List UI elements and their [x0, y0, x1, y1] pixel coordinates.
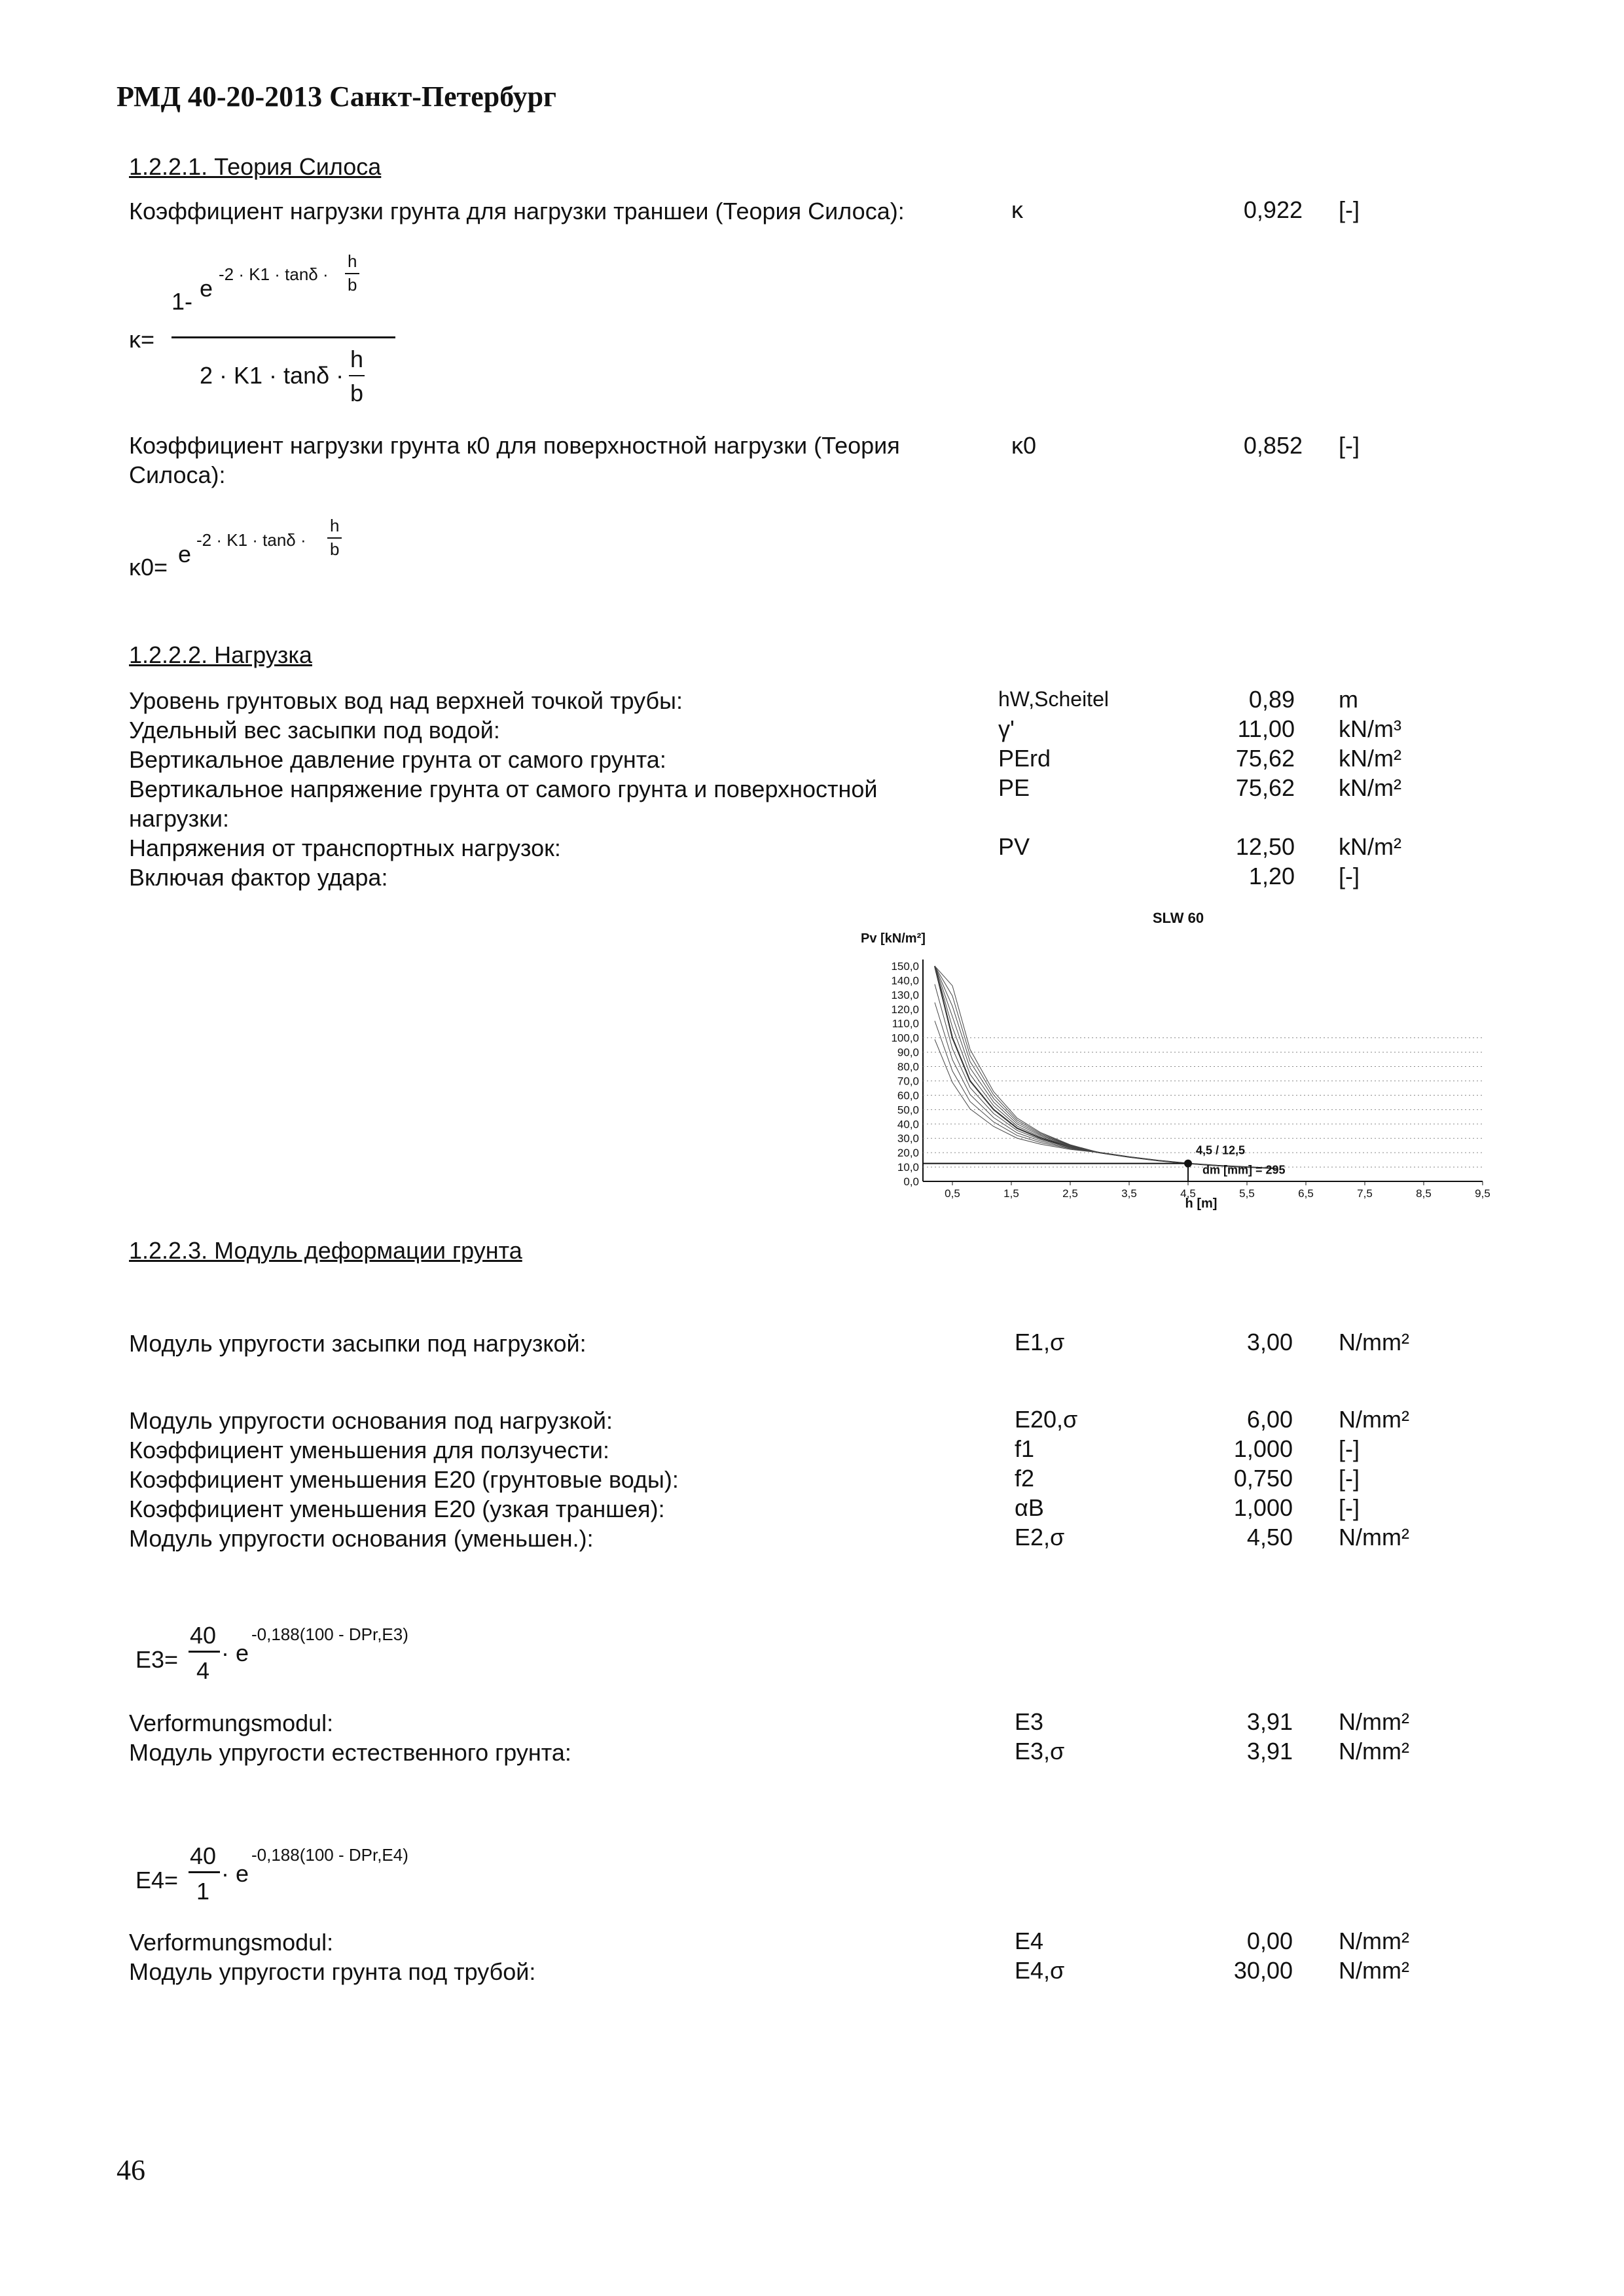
table-row-symbol: αB — [1015, 1494, 1044, 1521]
table-row-symbol: E3,σ — [1015, 1738, 1065, 1765]
table-row-unit: kN/m² — [1339, 745, 1401, 772]
table-row-label: нагрузки: — [129, 805, 230, 832]
chart-y-tick-label: 130,0 — [891, 988, 919, 1001]
chart-x-tick-label: 3,5 — [1121, 1187, 1137, 1200]
k-symbol: κ — [1011, 196, 1023, 223]
table-row-value: 1,000 — [1233, 1435, 1293, 1462]
formula-e4-exponent: -0,188(100 - DPr,E4) — [251, 1845, 408, 1865]
table-row-unit: kN/m² — [1339, 833, 1401, 860]
section-title-deformation-modulus: 1.2.2.3. Модуль деформации грунта — [129, 1237, 522, 1264]
formula-kappa-exp-bar — [345, 273, 359, 274]
chart-y-tick-label: 100,0 — [891, 1031, 919, 1045]
table-row-unit: [-] — [1339, 1494, 1360, 1521]
chart-x-tick-label: 7,5 — [1357, 1187, 1373, 1200]
table-row-unit: [-] — [1339, 1435, 1360, 1462]
table-row-label: Уровень грунтовых вод над верхней точкой трубы: — [129, 687, 683, 714]
table-row-symbol: PErd — [998, 745, 1051, 772]
section-title-load: 1.2.2.2. Нагрузка — [129, 641, 312, 668]
table-row-symbol: E2,σ — [1015, 1524, 1065, 1551]
chart-title: SLW 60 — [1152, 910, 1204, 926]
formula-kappa0-e: e — [178, 541, 192, 567]
table-row-label: Модуль упругости основания (уменьшен.): — [129, 1525, 594, 1552]
formula-e3-e: · e — [221, 1640, 249, 1666]
table-row-value: 0,750 — [1233, 1465, 1293, 1492]
table-row-symbol: PE — [998, 774, 1030, 801]
chart-y-tick-label: 150,0 — [891, 960, 919, 973]
k0-label-line2: Силоса): — [129, 461, 226, 488]
table-row-unit: m — [1339, 686, 1358, 713]
table-row-value: 75,62 — [1235, 745, 1295, 772]
document-header: РМД 40-20-2013 Санкт-Петербург — [117, 81, 557, 113]
formula-e3-numerator: 40 — [190, 1622, 217, 1649]
chart-x-tick-label: 2,5 — [1062, 1187, 1078, 1200]
chart-x-ticks — [945, 1181, 1490, 1200]
table-row-label: Verformungsmodul: — [129, 1929, 334, 1956]
chart-x-tick-label: 6,5 — [1298, 1187, 1314, 1200]
e1-symbol: E1,σ — [1015, 1329, 1065, 1355]
table-row-symbol: hW,Scheitel — [998, 687, 1109, 711]
formula-e4-lhs: E4= — [135, 1867, 179, 1893]
chart-x-tick-label: 1,5 — [1003, 1187, 1019, 1200]
table-row-label: Модуль упругости основания под нагрузкой: — [129, 1407, 613, 1434]
table-row-symbol: γ' — [998, 715, 1015, 742]
table-row-label: Вертикальное напряжение грунта от самого грунта и поверхностной — [129, 776, 878, 802]
table-row-value: 75,62 — [1235, 774, 1295, 801]
formula-e3-fraction-bar — [189, 1651, 220, 1653]
chart-y-tick-label: 90,0 — [897, 1046, 919, 1059]
table-row-unit: N/mm² — [1339, 1406, 1409, 1433]
chart-y-tick-label: 40,0 — [897, 1118, 919, 1131]
chart-x-tick-label: 4,5 — [1180, 1187, 1196, 1200]
chart-y-tick-label: 140,0 — [891, 974, 919, 987]
formula-e3-exponent: -0,188(100 - DPr,E3) — [251, 1624, 408, 1644]
chart-x-tick-label: 5,5 — [1239, 1187, 1255, 1200]
chart-x-tick-label: 0,5 — [945, 1187, 960, 1200]
table-row-value: 4,50 — [1246, 1524, 1293, 1551]
table-row-symbol: f1 — [1015, 1435, 1035, 1462]
formula-kappa-den-bar — [349, 375, 365, 376]
table-row-unit: [-] — [1339, 1465, 1360, 1492]
k0-value: 0,852 — [1243, 432, 1303, 459]
formula-kappa0-lhs: κ0= — [129, 554, 168, 581]
table-row-value: 6,00 — [1246, 1406, 1293, 1433]
k-label: Коэффициент нагрузки грунта для нагрузки траншеи (Теория Силоса): — [129, 198, 905, 224]
chart-y-ticks — [891, 960, 919, 1188]
table-row-label: Включая фактор удара: — [129, 864, 388, 891]
k0-label-line1: Коэффициент нагрузки грунта к0 для поверхностной нагрузки (Теория — [129, 432, 900, 459]
formula-kappa-num-lead: 1- — [171, 288, 193, 315]
formula-kappa0-exponent: -2 · K1 · tanδ · — [196, 530, 306, 550]
table-row-value: 12,50 — [1235, 833, 1295, 860]
e1-label: Модуль упругости засыпки под нагрузкой: — [129, 1330, 586, 1357]
table-row-unit: N/mm² — [1339, 1524, 1409, 1551]
chart-y-axis-label: Pv [kN/m²] — [861, 931, 926, 946]
table-row-value: 30,00 — [1233, 1957, 1293, 1984]
chart-point-label: 4,5 / 12,5 — [1196, 1143, 1246, 1157]
chart-y-tick-label: 10,0 — [897, 1161, 919, 1174]
table-row-symbol: E20,σ — [1015, 1406, 1078, 1433]
table-row-label: Удельный вес засыпки под водой: — [129, 717, 500, 744]
table-row-label: Модуль упругости естественного грунта: — [129, 1739, 571, 1766]
page-number: 46 — [117, 2154, 145, 2186]
table-row-label: Напряжения от транспортных нагрузок: — [129, 834, 561, 861]
k-value: 0,922 — [1243, 196, 1303, 223]
formula-kappa-fraction-bar — [171, 336, 395, 338]
table-row-unit: N/mm² — [1339, 1928, 1409, 1954]
load-chart — [844, 903, 1492, 1224]
formula-kappa0-exp-b: b — [330, 539, 340, 559]
table-row-value: 0,89 — [1248, 686, 1295, 713]
table-row-value: 3,91 — [1246, 1708, 1293, 1735]
formula-kappa-exp-b: b — [348, 275, 357, 295]
table-row-label: Вертикальное давление грунта от самого грунта: — [129, 746, 666, 773]
table-row-unit: kN/m³ — [1339, 715, 1401, 742]
table-row-unit: [-] — [1339, 863, 1360, 889]
table-row-symbol: E4,σ — [1015, 1957, 1065, 1984]
chart-y-tick-label: 120,0 — [891, 1003, 919, 1016]
formula-kappa-exp-h: h — [348, 251, 357, 271]
chart-y-tick-label: 20,0 — [897, 1147, 919, 1160]
formula-e3-denominator: 4 — [196, 1657, 210, 1684]
table-row-unit: kN/m² — [1339, 774, 1401, 801]
table-row-value: 11,00 — [1237, 715, 1295, 742]
chart-x-axis-label: h [m] — [1185, 1196, 1218, 1211]
chart-x-tick-label: 8,5 — [1416, 1187, 1432, 1200]
formula-e4-fraction-bar — [189, 1871, 220, 1873]
formula-kappa-den-b: b — [350, 380, 364, 406]
chart-marks — [923, 1144, 1286, 1181]
table-row-label: Коэффициент уменьшения E20 (грунтовые воды): — [129, 1466, 679, 1493]
formula-kappa-exponent: -2 · K1 · tanδ · — [219, 264, 329, 284]
formula-kappa0-exp-bar — [327, 537, 342, 539]
table-row-symbol: PV — [998, 833, 1030, 860]
chart-y-tick-label: 80,0 — [897, 1060, 919, 1073]
formula-e4-denominator: 1 — [196, 1878, 210, 1905]
table-row-symbol: E4 — [1015, 1928, 1044, 1954]
chart-y-tick-label: 50,0 — [897, 1103, 919, 1117]
k-unit: [-] — [1339, 196, 1360, 223]
table-row-value: 1,000 — [1233, 1494, 1293, 1521]
chart-y-tick-label: 30,0 — [897, 1132, 919, 1145]
table-row-label: Коэффициент уменьшения E20 (узкая траншея): — [129, 1496, 665, 1522]
chart-y-tick-label: 110,0 — [892, 1017, 919, 1030]
e1-unit: N/mm² — [1339, 1329, 1409, 1355]
table-row-symbol: E3 — [1015, 1708, 1044, 1735]
formula-e4-numerator: 40 — [190, 1842, 217, 1869]
k0-unit: [-] — [1339, 432, 1360, 459]
formula-e3-lhs: E3= — [135, 1646, 179, 1673]
table-row-unit: N/mm² — [1339, 1738, 1409, 1765]
chart-y-tick-label: 0,0 — [903, 1175, 919, 1188]
chart-x-tick-label: 9,5 — [1475, 1187, 1490, 1200]
e1-value: 3,00 — [1246, 1329, 1293, 1355]
k0-symbol: κ0 — [1011, 432, 1037, 459]
chart-annotation: dm [mm] = 295 — [1202, 1163, 1286, 1177]
table-row-value: 1,20 — [1248, 863, 1295, 889]
chart-y-tick-label: 70,0 — [897, 1075, 919, 1088]
formula-kappa-denominator: 2 · K1 · tanδ · — [200, 362, 344, 389]
table-row-symbol: f2 — [1015, 1465, 1035, 1492]
table-row-unit: N/mm² — [1339, 1708, 1409, 1735]
chart-data-point — [1184, 1160, 1192, 1168]
formula-kappa-lhs: κ= — [129, 326, 155, 353]
table-row-label: Коэффициент уменьшения для ползучести: — [129, 1437, 609, 1463]
table-row-label: Модуль упругости грунта под трубой: — [129, 1958, 536, 1985]
formula-e4-e: · e — [221, 1860, 249, 1887]
chart-curve — [935, 984, 1276, 1169]
table-row-label: Verformungsmodul: — [129, 1710, 334, 1736]
chart-y-tick-label: 60,0 — [897, 1089, 919, 1102]
formula-kappa-e: e — [200, 275, 213, 302]
table-row-unit: N/mm² — [1339, 1957, 1409, 1984]
formula-kappa-den-h: h — [350, 346, 364, 372]
section-title-silo-theory: 1.2.2.1. Теория Силоса — [129, 153, 382, 180]
table-row-value: 0,00 — [1246, 1928, 1293, 1954]
table-row-value: 3,91 — [1246, 1738, 1293, 1765]
formula-kappa0-exp-h: h — [330, 516, 340, 535]
